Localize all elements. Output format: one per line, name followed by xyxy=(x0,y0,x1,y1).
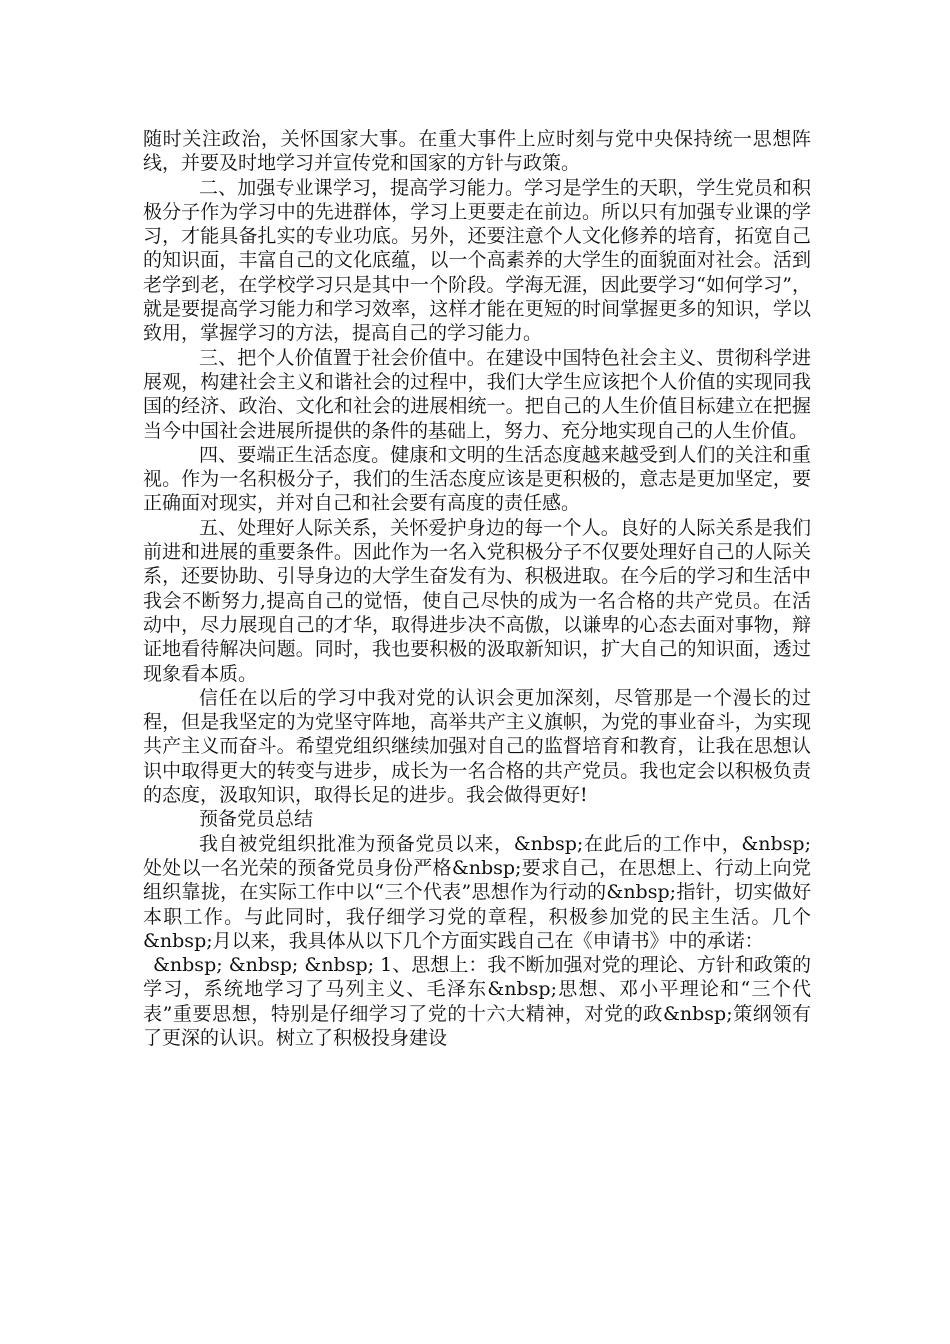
paragraph-relationships: 五、处理好人际关系，关怀爱护身边的每一个人。良好的人际关系是我们前进和进展的重要条件。因此作为一名入党积极分子不仅要处理好自己的人际关系，还要协助、引导身边的大学生奋发有为、积极进取。在今后的学习和生活中我会不断努力,提高自己的觉悟，使自己尽快的成为一名合格的共产党员。在活动中，尽力展现自己的才华，取得进步决不高傲，以谦卑的心态去面对事物，辩证地看待解决问题。同时，我也要积极的汲取新知识，扩大自己的知识面，透过现象看本质。 xyxy=(143,516,811,685)
paragraph-summary-intro: 我自被党组织批准为预备党员以来，&nbsp;在此后的工作中，&nbsp;处处以一名光荣的预备党员身份严格&nbsp;要求自己，在思想上、行动上向党组织靠拢，在实际工作中以“三个代表”思想作为行动的&nbsp;指针，切实做好本职工作。与此同时，我仔细学习党的章程，积极参加党的民主生活。几个&nbsp;月以来，我具体从以下几个方面实践自己在《申请书》中的承诺： xyxy=(143,832,811,952)
paragraph-values: 三、把个人价值置于社会价值中。在建设中国特色社会主义、贯彻科学进展观，构建社会主义和谐社会的过程中，我们大学生应该把个人价值的实现同我国的经济、政治、文化和社会的进展相统一。把自己的人生价值目标建立在把握当今中国社会进展所提供的条件的基础上，努力、充分地实现自己的人生价值。 xyxy=(143,346,811,442)
paragraph-study: 二、加强专业课学习，提高学习能力。学习是学生的天职，学生党员和积极分子作为学习中的先进群体，学习上更要走在前边。所以只有加强专业课的学习，才能具备扎实的专业功底。另外，还要注意个人文化修养的培育，拓宽自己的知识面，丰富自己的文化底蕴，以一个高素养的大学生的面貌面对社会。活到老学到老，在学校学习只是其中一个阶段。学海无涯，因此要学习“如何学习”，就是要提高学习能力和学习效率，这样才能在更短的时间掌握更多的知识，学以致用，掌握学习的方法，提高自己的学习能力。 xyxy=(143,176,811,345)
paragraph-attitude: 四、要端正生活态度。健康和文明的生活态度越来越受到人们的关注和重视。作为一名积极分子，我们的生活态度应该是更积极的，意志是更加坚定，要正确面对现实，并对自己和社会要有高度的责任感。 xyxy=(143,443,811,515)
paragraph-conclusion: 信任在以后的学习中我对党的认识会更加深刻，尽管那是一个漫长的过程，但是我坚定的为党坚守阵地，高举共产主义旗帜，为党的事业奋斗，为实现共产主义而奋斗。希望党组织继续加强对自己的监督培育和教育，让我在思想认识中取得更大的转变与进步，成长为一名合格的共产党员。我也定会以积极负责的态度，汲取知识，取得长足的进步。我会做得更好! xyxy=(143,686,811,807)
section-heading: 预备党员总结 xyxy=(199,808,314,831)
document-page xyxy=(143,127,811,1050)
paragraph-politics-continued: 随时关注政治，关怀国家大事。在重大事件上应时刻与党中央保持统一思想阵线，并要及时地学习并宣传党和国家的方针与政策。 xyxy=(143,128,811,175)
paragraph-summary-ideology: &nbsp; &nbsp; &nbsp; 1、思想上：我不断加强对党的理论、方针和政策的学习，系统地学习了马列主义、毛泽东&nbsp;思想、邓小平理论和“三个代表”重要思想，特别是仔细学习了党的十六大精神，对党的政&nbsp;策纲领有了更深的认识。树立了积极投身建设 xyxy=(143,954,811,1049)
